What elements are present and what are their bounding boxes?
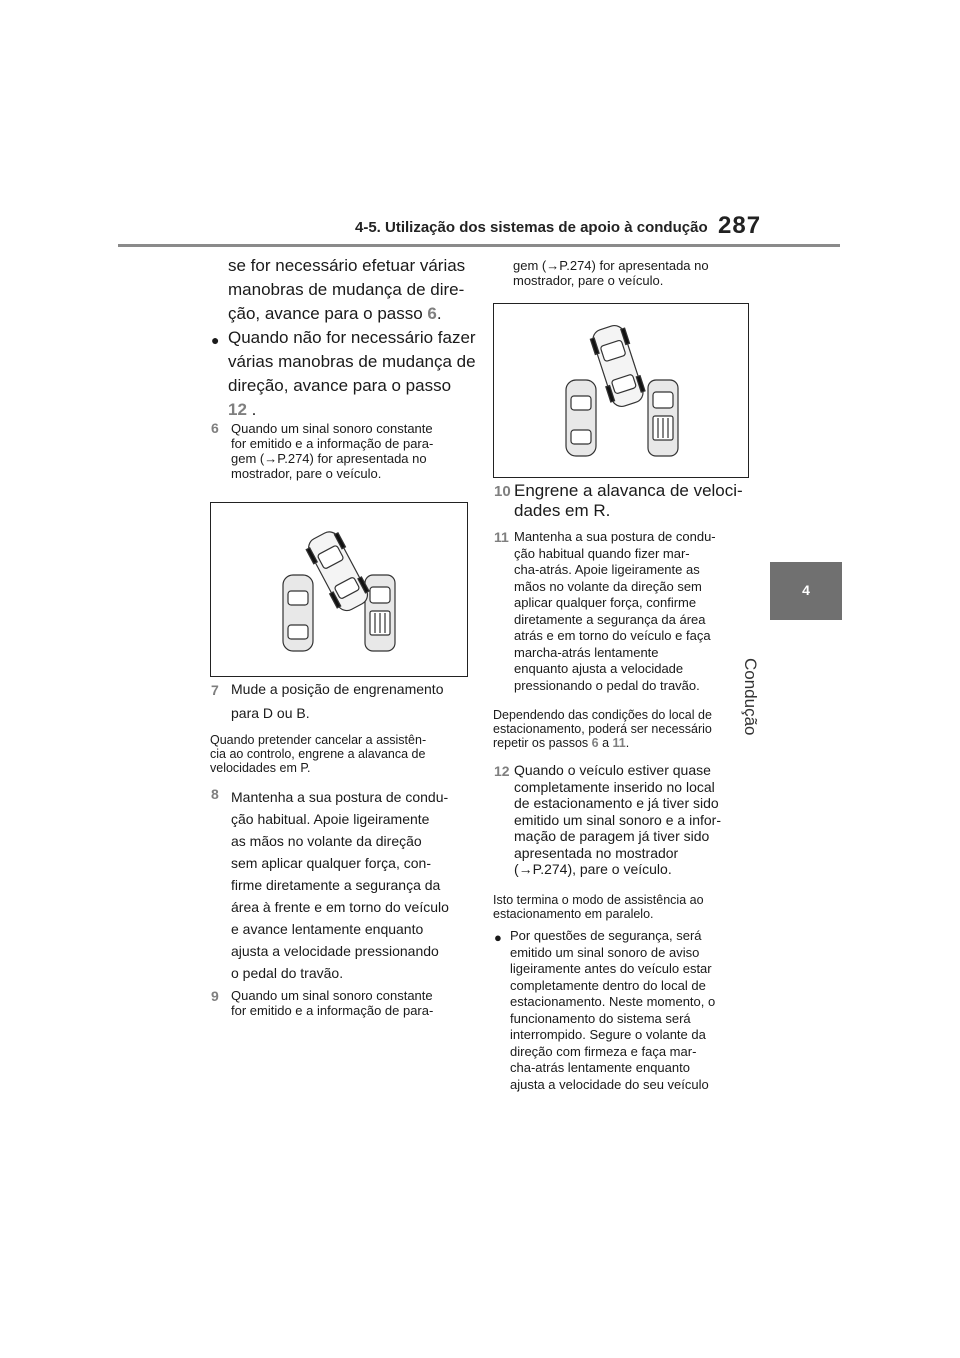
step11-line: aplicar qualquer força, confirme (514, 595, 697, 610)
step9-line-2: for emitido e a informação de para- (231, 1003, 434, 1018)
step-number: 6 (211, 420, 219, 436)
intro-line-1: se for necessário efetuar várias (228, 256, 466, 275)
note-line-2: cia ao controlo, engrene a alavanca de (210, 747, 426, 761)
step11-line: diretamente a segurança da área (514, 611, 706, 627)
chapter-side-label-text: Condução (741, 658, 760, 736)
safety-line: Por questões de segurança, será (510, 928, 702, 943)
step12-line: de estacionamento e já tiver sido (514, 795, 719, 811)
note-line-3-text: repetir os passos (493, 736, 589, 750)
intro-line-3-period: . (436, 304, 442, 323)
parking-illustration (493, 303, 749, 478)
step-reference: 6 (591, 736, 599, 750)
safety-line: funcionamento do sistema será (510, 1010, 691, 1026)
step11-text (514, 529, 716, 694)
car-left-parked (283, 575, 313, 651)
step11-line: marcha-atrás lentamente (514, 644, 659, 660)
car-maneuvering (303, 527, 372, 615)
step10-line-2: dades em R. (514, 501, 611, 520)
step11-line: enquanto ajusta a velocidade (514, 661, 684, 676)
note-line-3: velocidades em P. (210, 761, 311, 775)
note-line-1: Isto termina o modo de assistência ao (493, 893, 704, 907)
step10-line-1: Engrene a alavanca de veloci- (514, 481, 743, 500)
intro-line-3 (228, 302, 442, 326)
step-number: 9 (211, 988, 219, 1004)
safety-line: emitido um sinal sonoro de aviso (510, 944, 700, 960)
bullet-period: . (246, 400, 257, 419)
step8-line: sem aplicar qualquer força, con- (231, 855, 431, 871)
safety-line: ajusta a velocidade do seu veículo (510, 1076, 709, 1092)
chapter-tab-number: 4 (802, 582, 810, 598)
safety-line: ligeiramente antes do veículo estar (510, 961, 712, 976)
step8-line: ção habitual. Apoie ligeiramente (231, 811, 430, 827)
step7-line-1: Mude a posição de engrenamento (231, 681, 444, 697)
bullet-line-1: Quando não for necessário fazer (228, 328, 476, 347)
bullet-icon: ● (211, 332, 220, 348)
bullet-step-ref-line (228, 398, 256, 422)
step12-text (514, 762, 721, 878)
step-reference: 11 (612, 736, 626, 750)
section-title: 4-5. Utilização dos sistemas de apoio à condução (355, 219, 708, 236)
step12-line: apresentada no mostrador (514, 844, 679, 861)
step8-line: ajusta a velocidade pressionando (231, 943, 439, 959)
step8-line: Mantenha a sua postura de condu- (231, 789, 449, 805)
step12-line: emitido um sinal sonoro e a infor- (514, 811, 721, 828)
step9-line-1: Quando um sinal sonoro constante (231, 988, 433, 1003)
step12-line: Quando o veículo estiver quase (514, 762, 711, 778)
safety-line: interrompido. Segure o volante da (510, 1027, 706, 1042)
step8-line: área à frente e em torno do veículo (231, 899, 449, 915)
note-line-3 (493, 736, 629, 750)
intro-line-2: manobras de mudança de dire- (228, 280, 465, 299)
chapter-side-label (740, 658, 760, 756)
step6-line-4: mostrador, pare o veículo. (231, 466, 382, 481)
step9-cont-line-1: gem (→P.274) for apresentada no (513, 258, 709, 273)
chapter-tab (770, 562, 842, 620)
bullet-icon: ● (494, 930, 502, 945)
step-reference: 12 (228, 400, 247, 419)
step12-line: completamente inserido no local (514, 778, 715, 795)
note-line-2: estacionamento, poderá ser necessário (493, 722, 712, 736)
step-number: 12 (494, 763, 510, 779)
step-number: 10 (494, 483, 511, 500)
page-number: 287 (718, 212, 762, 239)
step11-line: atrás e em torno do veículo e faça (514, 628, 711, 643)
step11-line: Mantenha a sua postura de condu- (514, 529, 716, 544)
bullet-line-2: várias manobras de mudança de (228, 352, 476, 371)
header-divider (118, 244, 840, 247)
step-number: 11 (494, 529, 509, 545)
safety-line: completamente dentro do local de (510, 977, 706, 993)
step8-text (231, 786, 449, 984)
step12-line: mação de paragem já tiver sido (514, 828, 710, 844)
step-number: 7 (211, 682, 219, 698)
step6-line-2: for emitido e a informação de para- (231, 436, 434, 451)
safety-line: cha-atrás lentamente enquanto (510, 1060, 690, 1075)
step9-cont-line-2: mostrador, pare o veículo. (513, 273, 664, 288)
step11-line: pressionando o pedal do travão. (514, 677, 700, 693)
parking-diagram-svg (211, 503, 467, 676)
car-maneuvering (589, 322, 648, 409)
step-number: 8 (211, 786, 219, 802)
bullet-line-3: direção, avance para o passo (228, 376, 452, 395)
parking-diagram-svg (494, 304, 748, 477)
step11-line: mãos no volante da direção sem (514, 578, 702, 594)
step6-line-1: Quando um sinal sonoro constante (231, 421, 433, 436)
note-connector: a (602, 736, 610, 750)
step8-line: o pedal do travão. (231, 965, 344, 981)
car-left-parked (566, 380, 596, 456)
step11-line: cha-atrás. Apoie ligeiramente as (514, 562, 700, 577)
step12-line: (→P.274), pare o veículo. (514, 861, 672, 877)
car-right-parked (648, 380, 678, 456)
safety-line: estacionamento. Neste momento, o (510, 994, 716, 1009)
note-line-2: estacionamento em paralelo. (493, 907, 654, 921)
step8-line: firme diretamente a segurança da (231, 877, 441, 893)
step7-line-2: para D ou B. (231, 705, 310, 721)
parking-illustration (210, 502, 468, 677)
step8-line: e avance lentamente enquanto (231, 921, 424, 937)
note-line-1: Quando pretender cancelar a assistên- (210, 733, 427, 747)
car-right-parked (365, 575, 395, 651)
safety-bullet-text (510, 928, 715, 1093)
safety-line: direção com firmeza e faça mar- (510, 1043, 697, 1059)
note-period: . (625, 736, 630, 750)
step-reference: 6 (427, 304, 437, 323)
step6-line-3: gem (→P.274) for apresentada no (231, 451, 427, 466)
step11-line: ção habitual quando fizer mar- (514, 545, 690, 561)
intro-line-3-text: ção, avance para o passo (228, 304, 423, 323)
step8-line: as mãos no volante da direção (231, 833, 422, 849)
note-line-1: Dependendo das condições do local de (493, 708, 712, 722)
